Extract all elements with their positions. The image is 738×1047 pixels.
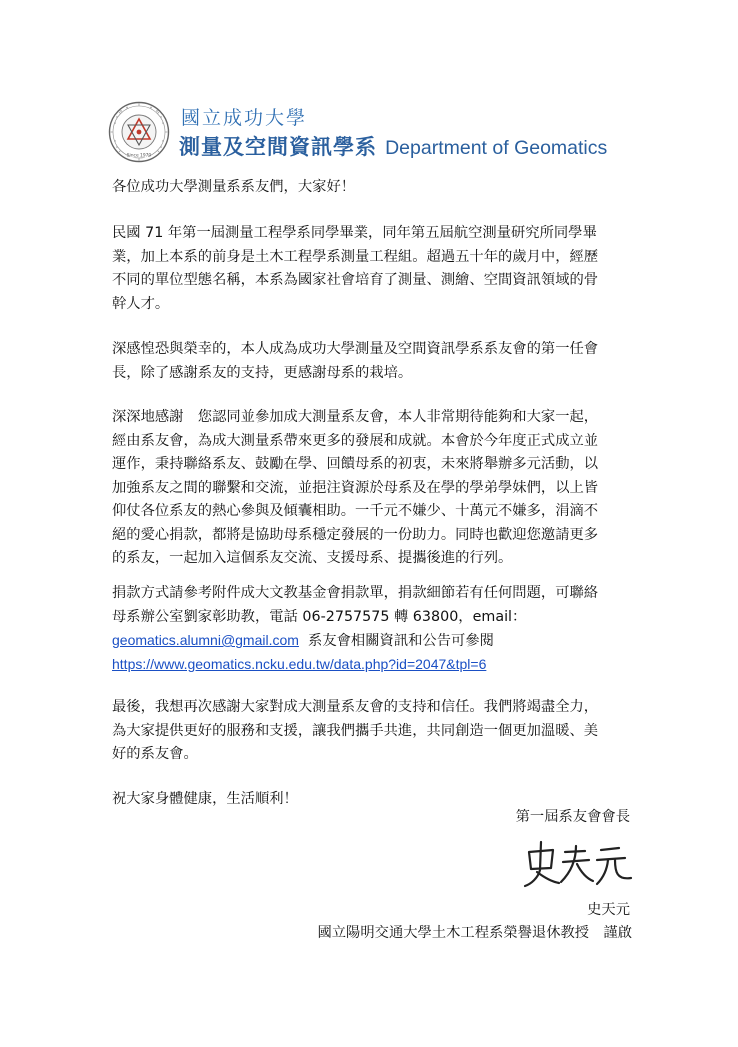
paragraph-closing xyxy=(112,696,632,767)
text-line: 最後，我想再次感謝大家對成大測量系友會的支持和信任。我們將竭盡全力， xyxy=(112,699,599,715)
email-link[interactable]: geomatics.alumni@gmail.com xyxy=(112,632,299,648)
text-line: 運作，秉持聯絡系友、鼓勵在學、回饋母系的初衷，未來將舉辦多元活動，以 xyxy=(112,456,599,472)
text-line: 深深地感謝 您認同並參加成大測量系友會，本人非常期待能夠和大家一起， xyxy=(112,409,599,425)
seal-caption: Since 1970 xyxy=(126,153,152,159)
url-line xyxy=(112,653,632,677)
letterhead xyxy=(108,101,628,165)
email-suffix: 系友會相關資訊和公告可參閱 xyxy=(308,633,494,649)
text-line: 好的系友會。 xyxy=(112,746,198,762)
department-name-en: Department of Geomatics xyxy=(385,137,608,159)
text-line: 深感惶恐與榮幸的，本人成為成功大學測量及空間資訊學系系友會的第一任會 xyxy=(112,341,599,357)
email-line xyxy=(112,629,632,653)
department-name xyxy=(179,131,607,161)
text-line: 幹人才。 xyxy=(112,295,170,312)
paragraph-gratitude xyxy=(112,338,632,385)
text-line: 為大家提供更好的服務和支援，讓我們攜手共進，共同創造一個更加溫暖、美 xyxy=(112,722,599,739)
closing-wish: 祝大家身體健康，生活順利！ xyxy=(112,791,298,807)
handwritten-signature xyxy=(523,838,635,892)
text-line: 捐款方式請參考附件成大文教基金會捐款單，捐款細節若有任何問題，可聯絡 xyxy=(112,585,599,601)
university-name: 國立成功大學 xyxy=(181,107,308,129)
department-name-cn: 測量及空間資訊學系 xyxy=(179,135,377,159)
department-seal-icon xyxy=(108,101,170,163)
signer-affiliation: 國立陽明交通大學土木工程系榮譽退休教授 謹啟 xyxy=(317,925,632,941)
text-line: 長，除了感謝系友的支持，更感謝母系的栽培。 xyxy=(112,364,413,381)
paragraph-mission xyxy=(112,406,632,571)
text-line: 絕的愛心捐款，都將是協助母系穩定發展的一份助力。同時也歡迎您邀請更多 xyxy=(112,526,599,543)
text-line: 母系辦公室劉家彰助教，電話 06-2757575 轉 63800，email： xyxy=(112,608,527,625)
greeting: 各位成功大學測量系系友們，大家好！ xyxy=(112,179,356,195)
paragraph-donation xyxy=(112,582,632,676)
website-link[interactable]: https://www.geomatics.ncku.edu.tw/data.php?id=2047&tpl=6 xyxy=(112,655,487,672)
signer-title: 第一屆系友會會長 xyxy=(515,809,630,825)
paragraph-history xyxy=(112,222,632,316)
text-line: 經由系友會，為成大測量系帶來更多的發展和成就。本會於今年度正式成立並 xyxy=(112,432,599,449)
text-line: 不同的單位型態名稱，本系為國家社會培育了測量、測繪、空間資訊領域的骨 xyxy=(112,272,599,288)
text-line: 的系友，一起加入這個系友交流、支援母系、提攜後進的行列。 xyxy=(112,550,513,566)
signer-name: 史天元 xyxy=(587,902,630,918)
text-line: 仰仗各位系友的熱心參與及傾囊相助。一千元不嫌少、十萬元不嫌多，涓滴不 xyxy=(112,503,599,519)
text-line: 業，加上本系的前身是土木工程學系測量工程組。超過五十年的歲月中，經歷 xyxy=(112,248,599,265)
text-line: 民國 71 年第一屆測量工程學系同學畢業，同年第五屆航空測量研究所同學畢 xyxy=(112,225,597,241)
text-line: 加強系友之間的聯繫和交流，並挹注資源於母系及在學的學弟學妹們，以上皆 xyxy=(112,479,599,496)
